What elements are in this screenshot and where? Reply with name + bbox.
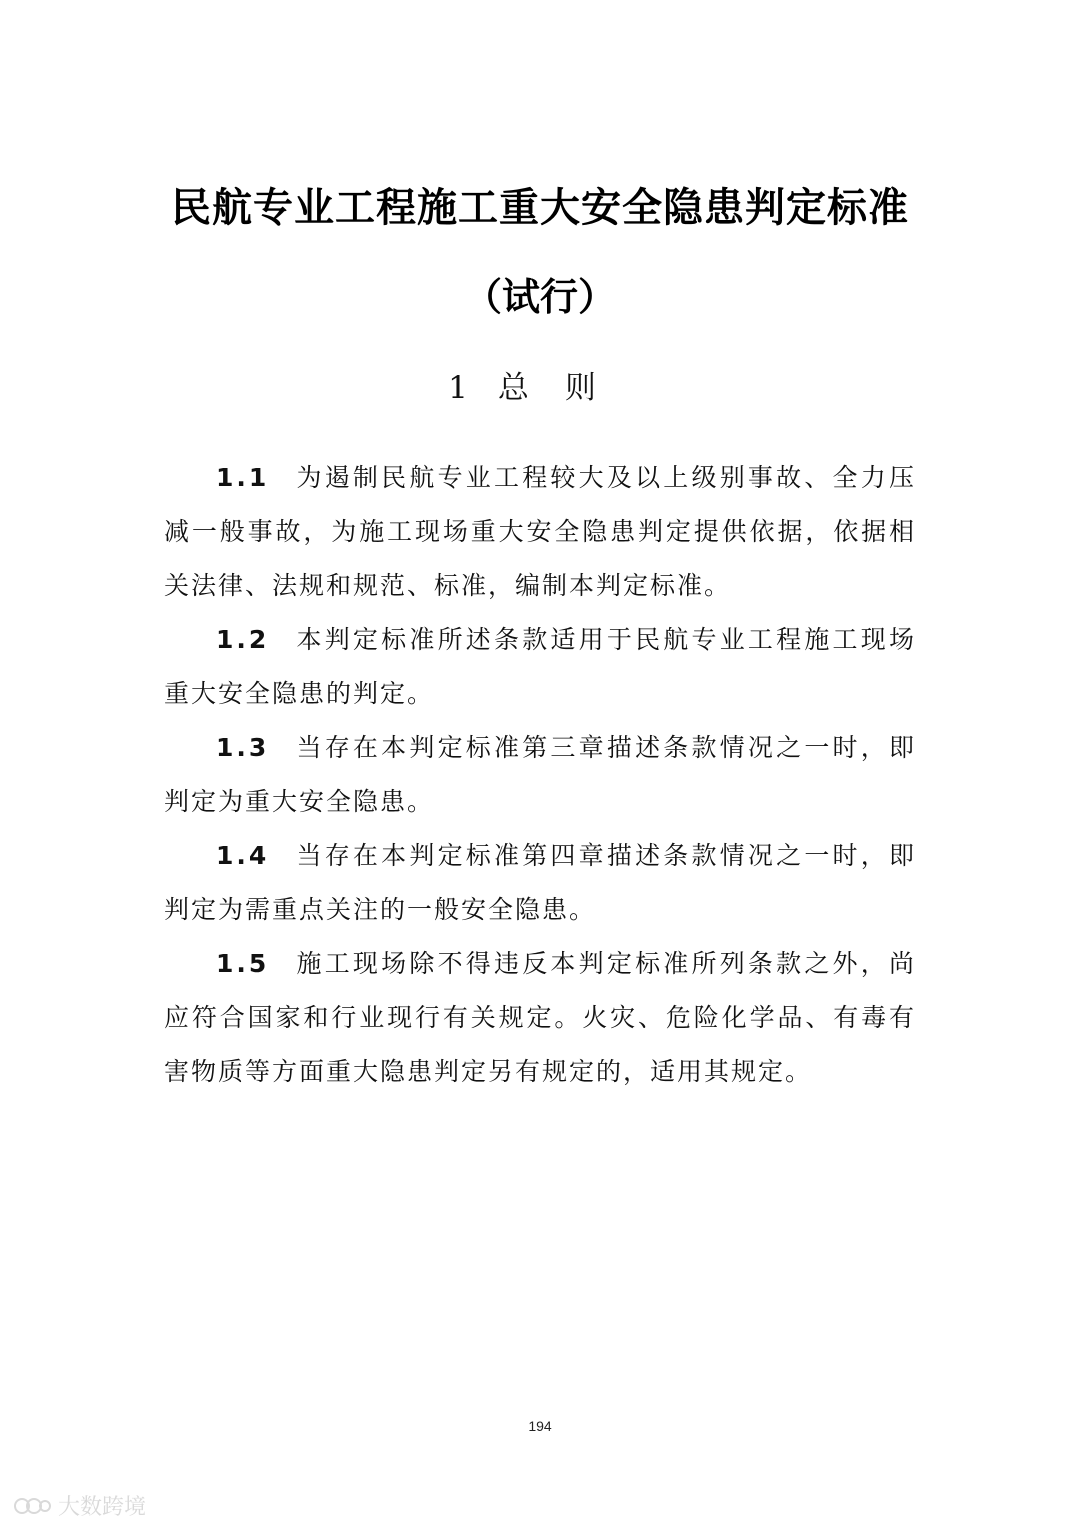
chapter-name: 总则 xyxy=(497,370,632,406)
page-number: 194 xyxy=(528,1418,552,1434)
clause-text: 当存在本判定标准第四章描述条款情况之一时，即判定为需重点关注的一般安全隐患。 xyxy=(164,841,916,924)
clause-number: 1.2 xyxy=(216,625,270,654)
clause-1-3 xyxy=(164,721,916,829)
logo-icon xyxy=(12,1494,52,1518)
clause-1-1 xyxy=(164,451,916,613)
chapter-number: 1 xyxy=(448,370,468,406)
watermark xyxy=(12,1490,146,1521)
clause-number: 1.3 xyxy=(216,733,270,762)
clause-number: 1.5 xyxy=(216,949,270,978)
watermark-text: 大数跨境 xyxy=(58,1495,147,1520)
document-subtitle: （试行） xyxy=(463,275,616,319)
clause-1-4 xyxy=(164,829,916,937)
clause-list xyxy=(164,451,916,1099)
document-title: 民航专业工程施工重大安全隐患判定标准 xyxy=(171,185,909,231)
clause-text: 施工现场除不得违反本判定标准所列条款之外，尚应符合国家和行业现行有关规定。火灾、危险化学品、有毒有害物质等方面重大隐患判定另有规定的，适用其规定。 xyxy=(164,949,916,1086)
clause-number: 1.4 xyxy=(216,841,270,870)
clause-1-2 xyxy=(164,613,916,721)
clause-text: 当存在本判定标准第三章描述条款情况之一时，即判定为重大安全隐患。 xyxy=(164,733,916,816)
clause-1-5 xyxy=(164,937,916,1099)
clause-number: 1.1 xyxy=(216,463,270,492)
chapter-heading xyxy=(0,362,1080,407)
clause-text: 为遏制民航专业工程较大及以上级别事故、全力压减一般事故，为施工现场重大安全隐患判定提供依据，依据相关法律、法规和规范、标准，编制本判定标准。 xyxy=(164,463,916,600)
clause-text: 本判定标准所述条款适用于民航专业工程施工现场重大安全隐患的判定。 xyxy=(164,625,916,708)
